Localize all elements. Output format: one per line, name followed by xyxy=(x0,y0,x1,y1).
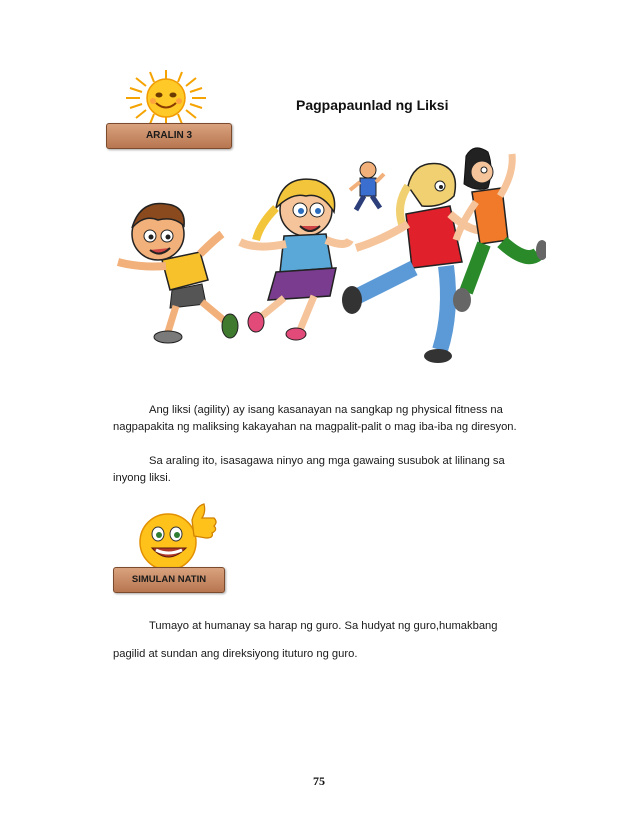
lesson-label: ARALIN 3 xyxy=(145,130,193,141)
running-boy-figure xyxy=(118,204,238,344)
instruction-line-2: pagilid at sundan ang direksiyong ituturo ng guro. xyxy=(113,648,358,660)
sun-icon xyxy=(122,68,210,128)
running-children-illustration xyxy=(110,144,546,366)
distant-runner-figure xyxy=(350,162,384,210)
instruction-line-1: Tumayo at humanay sa harap ng guro. Sa hudyat ng guro,humakbang xyxy=(149,620,498,632)
section-banner xyxy=(113,567,225,593)
running-girl-figure xyxy=(240,179,350,340)
page-title: Pagpapaunlad ng Liksi xyxy=(296,97,449,113)
lesson-paragraph: Sa araling ito, isasagawa ninyo ang mga gawaing susubok at lilinang sa inyong liksi. xyxy=(113,455,505,485)
smiley-thumbs-up-icon xyxy=(134,500,218,572)
intro-paragraph: Ang liksi (agility) ay isang kasanayan na sangkap ng physical fitness na nagpapakita ng maliksing kakayahan na magpalit-palit o mag iba-iba ng diresyon. xyxy=(113,404,517,434)
section-label: SIMULAN NATIN xyxy=(131,574,207,585)
page-number: 75 xyxy=(313,774,325,788)
